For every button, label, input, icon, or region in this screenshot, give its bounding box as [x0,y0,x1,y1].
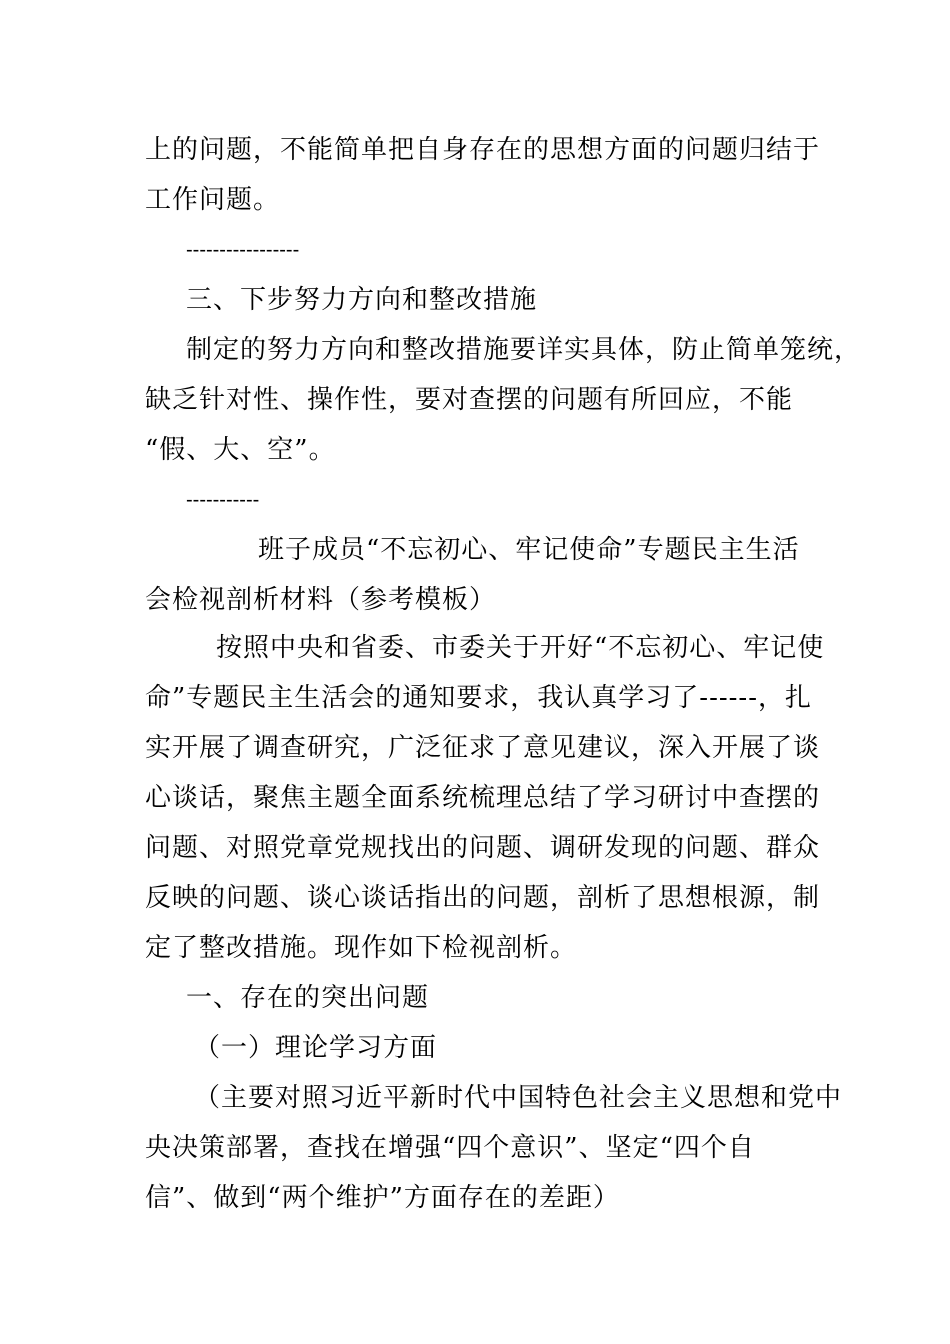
subsection-heading: （一）理论学习方面 [194,1033,438,1063]
separator-line: ----------------- [186,239,300,261]
intro-line: 实开展了调查研究，广泛征求了意见建议，深入开展了谈 [145,733,821,763]
intro-line: 命”专题民主生活会的通知要求，我认真学习了------，扎 [145,683,813,713]
separator-line: ----------- [186,489,260,511]
intro-line: 按照中央和省委、市委关于开好“不忘初心、牢记使 [216,633,825,663]
document-title-line: 会检视剖析材料（参考模板） [145,585,497,615]
paragraph-line: 上的问题，不能简单把自身存在的思想方面的问题归结于 [145,135,821,165]
section-heading-1: 一、存在的突出问题 [186,983,430,1013]
paragraph-line: “假、大、空”。 [145,435,336,465]
note-line: （主要对照习近平新时代中国特色社会主义思想和党中 [194,1083,843,1113]
note-line: 信”、做到“两个维护”方面存在的差距） [145,1183,620,1213]
intro-line: 问题、对照党章党规找出的问题、调研发现的问题、群众 [145,833,821,863]
note-line: 央决策部署，查找在增强“四个意识”、坚定“四个自 [145,1133,755,1163]
paragraph-line: 工作问题。 [145,185,281,215]
section-heading-3: 三、下步努力方向和整改措施 [186,285,538,315]
document-title-line: 班子成员“不忘初心、牢记使命”专题民主生活 [258,535,800,565]
intro-line: 心谈话，聚焦主题全面系统梳理总结了学习研讨中查摆的 [145,783,821,813]
paragraph-line: 缺乏针对性、操作性，要对查摆的问题有所回应，不能 [145,385,794,415]
intro-line: 反映的问题、谈心谈话指出的问题，剖析了思想根源，制 [145,883,821,913]
paragraph-line: 制定的努力方向和整改措施要详实具体，防止简单笼统， [186,335,862,365]
intro-line: 定了整改措施。现作如下检视剖析。 [145,933,578,963]
